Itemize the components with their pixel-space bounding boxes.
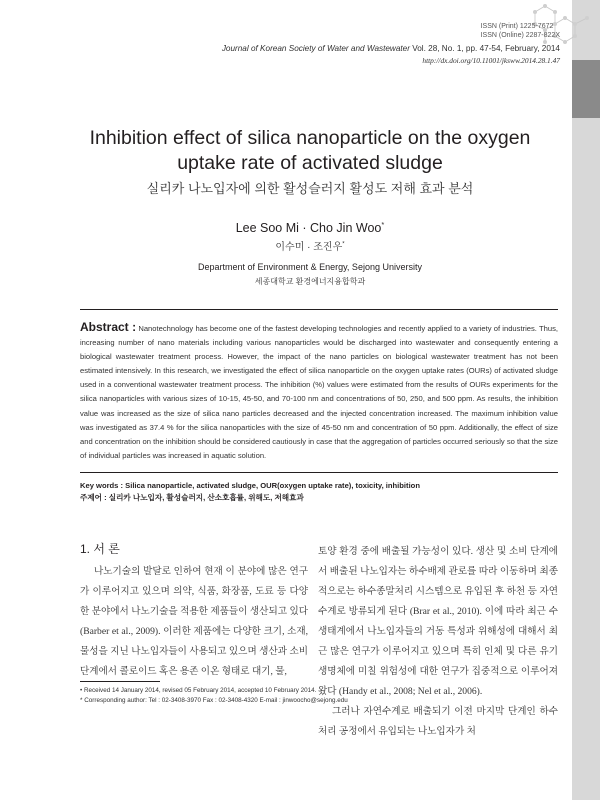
body-column-right [318,542,558,742]
footnote-corresponding: * Corresponding author: Tel : 02-3408-3970 Fax : 02-3408-4320 E-mail : jinwoocho@sejong.edu [80,697,348,704]
body-paragraph: 그러나 자연수계로 배출되기 이전 마지막 단계인 하수처리 공정에서 유입되는 나노입자가 처 [318,706,558,737]
paper-title-ko: 실리카 나노입자에 의한 활성슬러지 활성도 저해 효과 분석 [146,181,474,196]
abstract-text: Nanotechnology has become one of the fastest developing technologies and recently applied to a variety of industries. Thus, increasing number of nano materials including various nanoparticles would be discharged into wastewater and consequently entering a biological wastewater treatment process. However, the impact of the nano particles on biological wastewater treatment has not been estimated intensively. In this research, we investigated the effect of silica nanoparticle on the oxygen uptake rates (OURs) of activated sludge used in a conventional wastewater treatment process. The inhibition (%) values were estimated from the results of OURs experiments for the silica nanoparticles with various sizes of 10-15, 45-50, and 70-100 nm and concentrations of 50, 250, and 500 ppm. As results, the inhibition value was increased as the size of silica nano particles decreased and the injected concentration increased. The maximum inhibition value was investigated as 37.4 % for the silica nanoparticles with the size of 45-50 nm and concentration of 50 ppm. Additionally, the effect of size and concentration on the inhibition should be considered cautiously in case that the aggregation of particles occurred seriously so that the size of individual particles was increased in aquatic solution. [80,324,558,460]
section-heading: 1. 서 론 [80,542,120,556]
paper-title-en [60,126,560,176]
authors-ko [60,238,560,253]
keywords-en: Key words : Silica nanoparticle, activated sludge, OUR(oxygen uptake rate), toxicity, inhibition [80,481,420,490]
author-names-en: Lee Soo Mi · Cho Jin Woo [235,221,382,236]
side-band [572,0,600,800]
issn-block [481,22,560,40]
title-line-1: Inhibition effect of silica nanoparticle on the oxygen [89,127,531,149]
issn-print: ISSN (Print) 1225-7672 [480,23,554,30]
author-names-ko: 이수미 · 조진우 [275,242,343,253]
abstract-block [80,320,558,463]
keywords-ko: 주제어 : 실리카 나노입자, 활성슬러지, 산소호흡률, 위해도, 저해효과 [80,493,304,502]
journal-citation [222,44,560,53]
corresponding-mark-en: * [381,220,385,229]
abstract-top-rule [80,309,558,310]
title-line-2: uptake rate of activated sludge [177,152,443,174]
side-band-marker [572,60,600,118]
corresponding-mark-ko: * [342,241,345,248]
body-paragraph: 토양 환경 중에 배출될 가능성이 있다. 생산 및 소비 단계에서 배출된 나노입자는 하수배제 관로를 따라 이동하며 최종적으로는 하수종말처리 시스템으로 유입된 후 하천 등 자연수계로 방류되게 된다 (Brar et al., 2010). 이에 따라 최근 수생태계에서 나노입자들의 거동 특성과 위해성에 대해서 최근 많은 연구가 이루어지고 있으며 특히 인체 및 다른 유기생명체에 미칠 위험성에 대한 연구가 집중적으로 이루어져 왔다 (Handy et al., 2008; Nel et al., 2006). [318,546,558,697]
journal-name: Journal of Korean Society of Water and Wastewater [221,44,410,53]
body-column-left: 나노기술의 발달로 인하여 현재 이 분야에 많은 연구가 이루어지고 있으며 의약, 식품, 화장품, 도료 등 다양한 분야에서 나노기술을 적용한 제품들이 생산되고 있다 (Barber et al., 2009). 이러한 제품에는 다양한 크기, 소재, 물성을 지닌 나노입자들이 사용되고 있으며 생산과 소비단계에서 콜로이드 혹은 용존 이온 형태로 대기, 물, [80,566,308,677]
abstract-label: Abstract : [80,320,137,334]
affiliation-en: Department of Environment & Energy, Sejong University [198,262,422,272]
volume-info: Vol. 28, No. 1, pp. 47-54, February, 2014 [412,44,560,53]
footnote-rule [80,681,160,682]
affiliation-ko: 세종대학교 환경에너지융합학과 [254,277,366,286]
footnote-received: • Received 14 January 2014, revised 05 February 2014, accepted 10 February 2014. [80,687,317,694]
abstract-bottom-rule [80,472,558,473]
footnotes [80,686,348,706]
keywords-block [80,480,558,504]
authors-en [60,220,560,235]
issn-online: ISSN (Online) 2287-822X [480,32,560,39]
doi-link[interactable]: http://dx.doi.org/10.11001/jksww.2014.28.1.47 [422,56,560,65]
